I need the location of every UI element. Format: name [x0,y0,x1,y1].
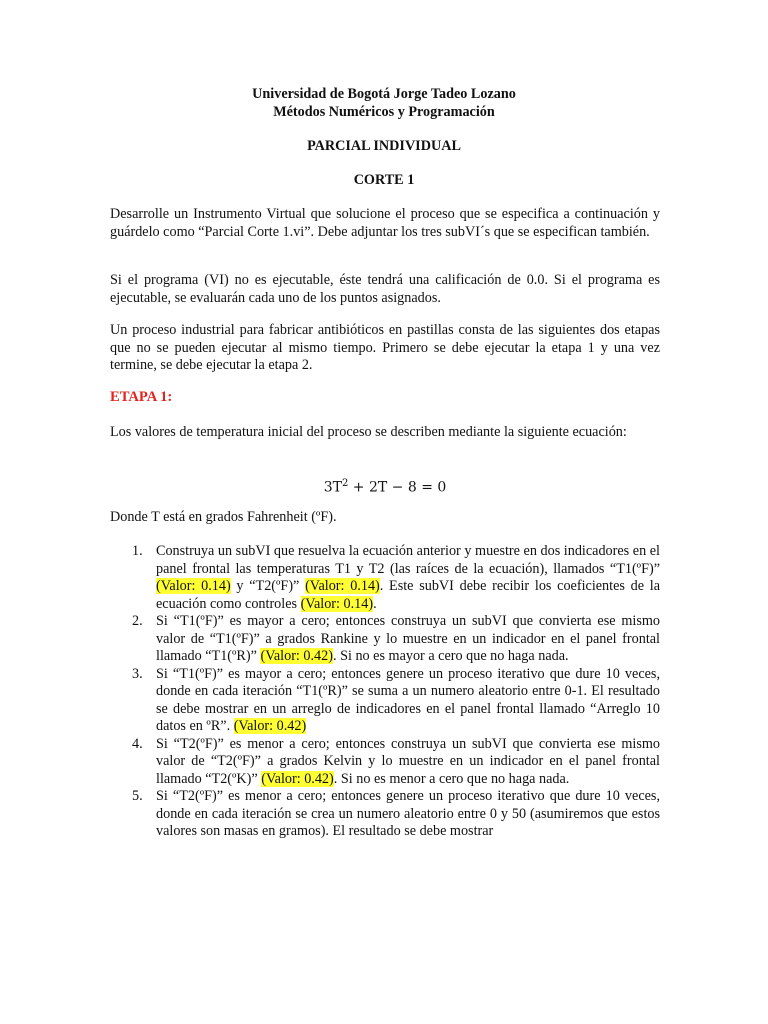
list-item [110,736,660,789]
university-title: Universidad de Bogotá Jorge Tadeo Lozano [252,86,516,102]
item-text: . Este subVI debe recibir los coeficientes de la ecuación como controles [156,578,661,612]
value-highlight: (Valor: 0.42) [261,770,334,787]
item-text: . Si no es mayor a cero que no haga nada. [332,648,569,664]
item-text: Si “T1(ºF)” es mayor a cero; entonces genere un proceso iterativo que dure 10 veces, donde en cada iteración “T1(ºR)” se suma a un numero aleatorio entre 0-1. El resultado se debe mostrar en un arreglo de indicadores en el panel frontal llamado “Arreglo 10 datos en ºR”. [156,665,660,734]
value-highlight: (Valor: 0.14) [300,595,374,612]
equation-exponent: 2 [341,478,349,489]
list-item [110,788,660,841]
stage-note: Donde T está en grados Fahrenheit (ºF). [110,509,337,525]
value-highlight: (Valor: 0.14) [156,578,231,594]
intro-paragraph-1: Desarrolle un Instrumento Virtual que solucione el proceso que se especifica a continuación y guárdelo como “Parcial Corte 1.vi”. Debe adjuntar los tres subVI´s que se especifican también. [110,206,660,240]
value-highlight: (Valor: 0.14) [305,578,380,594]
list-number: 5. [132,788,143,804]
item-text: y “T2(ºF)” [230,578,306,594]
list-item [110,666,660,736]
item-text: . [373,595,377,612]
item-text: Si “T2(ºF)” es menor a cero; entonces construya un subVI que convierta ese mismo valor de “T2(ºF)” a grados Kelvin y lo muestre en un indicador en el panel frontal llamado “T2(ºK)” [156,735,660,787]
stage-title: ETAPA 1: [110,389,173,405]
intro-paragraph-3: Un proceso industrial para fabricar antibióticos en pastillas consta de las siguientes dos etapas que no se pueden ejecutar al mismo tiempo. Primero se debe ejecutar la etapa 1 y una vez termine, se debe ejecutar la etapa 2. [110,322,660,373]
value-highlight: (Valor: 0.42) [260,648,333,664]
stage-description: Los valores de temperatura inicial del proceso se describen mediante la siguiente ecuación: [110,424,627,440]
equation-rest: + 2T − 8 = 0 [348,479,447,496]
list-number: 3. [132,665,143,682]
equation-coefficient: 3 [323,479,333,496]
list-item [110,543,660,613]
list-item [110,613,660,666]
item-text: Si “T1(ºF)” es mayor a cero; entonces construya un subVI que convierta ese mismo valor de “T1(ºF)” a grados Rankine y lo muestre en un indicador en el panel frontal llamado “T1(ºR)” [156,613,660,664]
list-number: 4. [132,735,143,752]
equation-variable: T [332,479,342,496]
value-highlight: (Valor: 0.42) [233,718,307,734]
item-text: . Si no es menor a cero que no haga nada. [333,770,570,787]
exam-title: PARCIAL INDIVIDUAL [307,138,461,154]
list-number: 1. [132,543,143,559]
item-text: Si “T2(ºF)” es menor a cero; entonces genere un proceso iterativo que dure 10 veces, donde en cada iteración se crea un numero aleatorio entre 0 y 50 (asumiremos que estos valores son masas en gramos). El resultado se debe mostrar [156,788,660,839]
equation [110,475,660,497]
task-list [110,543,660,841]
list-number: 2. [132,613,143,629]
intro-paragraph-2: Si el programa (VI) no es ejecutable, éste tendrá una calificación de 0.0. Si el programa es ejecutable, se evaluarán cada uno de los puntos asignados. [110,272,660,306]
cut-title: CORTE 1 [353,172,415,188]
course-title: Métodos Numéricos y Programación [273,104,495,120]
item-text: Construya un subVI que resuelva la ecuación anterior y muestre en dos indicadores en el panel frontal las temperaturas T1 y T2 (las raíces de la ecuación), llamados “T1(ºF)” [156,543,660,577]
